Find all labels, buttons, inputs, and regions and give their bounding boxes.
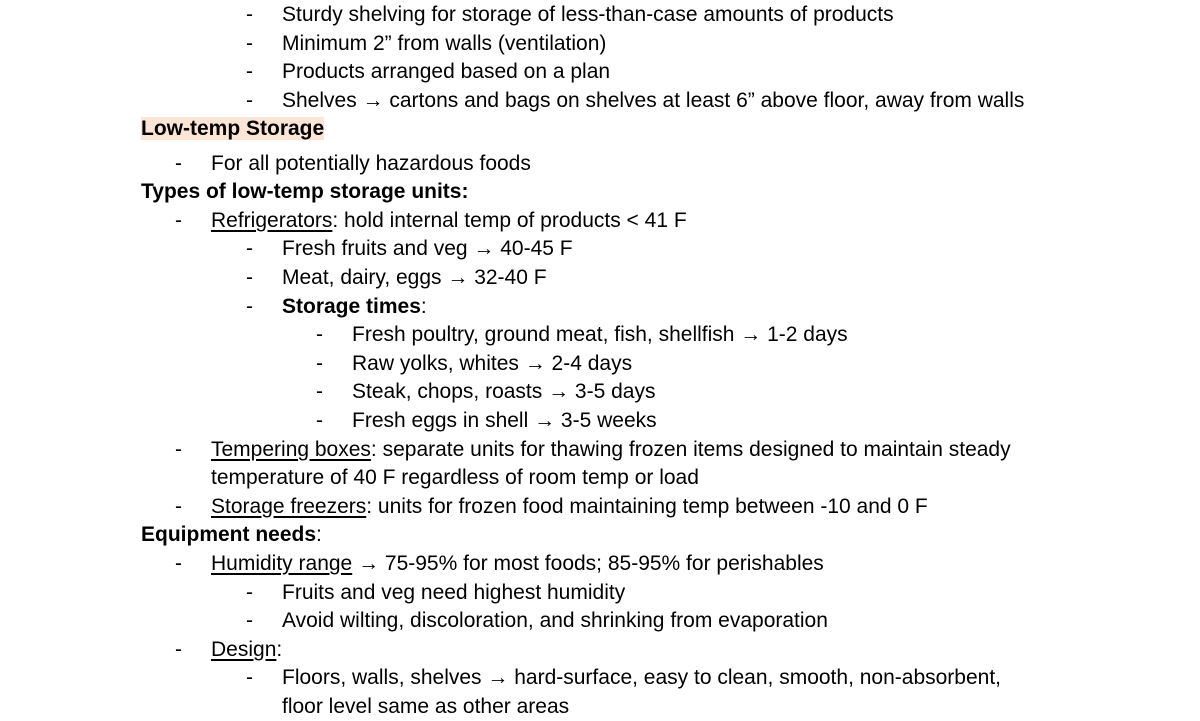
bullet-dash: - xyxy=(316,352,323,375)
underlined-term: Refrigerators xyxy=(211,209,333,232)
list-item xyxy=(0,150,1200,178)
list-item-text: floor level same as other areas xyxy=(282,695,570,718)
bullet-dash: - xyxy=(246,60,253,83)
list-item xyxy=(0,235,1200,263)
list-item-text: temperature of 40 F regardless of room temp or load xyxy=(211,466,699,489)
list-item-text xyxy=(211,636,282,664)
list-item-text: Shelves → cartons and bags on shelves at least 6” above floor, away from walls xyxy=(282,89,1025,112)
list-item-text xyxy=(282,293,427,321)
bullet-dash: - xyxy=(175,552,182,575)
list-item xyxy=(0,436,1200,464)
underlined-term: Humidity range xyxy=(211,552,353,575)
underlined-term: Storage freezers xyxy=(211,495,367,518)
list-item xyxy=(0,207,1200,235)
list-item xyxy=(0,58,1200,86)
term-colon: : xyxy=(276,638,283,661)
highlighted-heading-text: Low-temp Storage xyxy=(141,117,325,140)
list-item-text: Fruits and veg need highest humidity xyxy=(282,581,626,604)
bullet-dash: - xyxy=(316,409,323,432)
list-item-text: Minimum 2” from walls (ventilation) xyxy=(282,32,607,55)
bullet-dash: - xyxy=(175,638,182,661)
list-item xyxy=(0,664,1200,692)
list-item xyxy=(0,87,1200,115)
term-definition: : separate units for thawing frozen items designed to maintain steady xyxy=(370,438,1011,461)
bullet-dash: - xyxy=(175,152,182,175)
term-definition: : hold internal temp of products < 41 F xyxy=(332,209,687,232)
list-item xyxy=(0,378,1200,406)
bullet-dash: - xyxy=(246,666,253,689)
section-heading-low-temp-storage xyxy=(141,115,324,143)
list-item-text xyxy=(211,207,687,235)
bullet-dash: - xyxy=(175,438,182,461)
list-item xyxy=(0,30,1200,58)
bullet-dash: - xyxy=(246,3,253,26)
list-item xyxy=(0,407,1200,435)
list-item xyxy=(0,264,1200,292)
list-item-text: Products arranged based on a plan xyxy=(282,60,611,83)
list-item-text: Floors, walls, shelves → hard-surface, easy to clean, smooth, non-absorbent, xyxy=(282,666,1002,689)
section-heading-types: Types of low-temp storage units: xyxy=(141,180,469,203)
list-item-continuation xyxy=(0,693,1200,721)
list-item-text: Raw yolks, whites → 2-4 days xyxy=(352,352,633,375)
bullet-dash: - xyxy=(246,581,253,604)
list-item-text xyxy=(211,436,1011,464)
list-item xyxy=(0,636,1200,664)
section-heading-equipment-needs xyxy=(141,521,322,549)
bullet-dash: - xyxy=(246,295,253,318)
underlined-term: Tempering boxes xyxy=(211,438,371,461)
bullet-dash: - xyxy=(175,495,182,518)
bold-term: Storage times xyxy=(282,295,421,318)
list-item-text: Sturdy shelving for storage of less-than-case amounts of products xyxy=(282,3,894,26)
bullet-dash: - xyxy=(246,266,253,289)
list-item-text: Fresh eggs in shell → 3-5 weeks xyxy=(352,409,657,432)
list-item-text: For all potentially hazardous foods xyxy=(211,152,531,175)
term-definition: → 75-95% for most foods; 85-95% for perishables xyxy=(352,552,824,575)
list-item-text: Meat, dairy, eggs → 32-40 F xyxy=(282,266,547,289)
bullet-dash: - xyxy=(246,32,253,55)
list-item xyxy=(0,493,1200,521)
bullet-dash: - xyxy=(246,237,253,260)
bullet-dash: - xyxy=(246,609,253,632)
list-item-text xyxy=(211,493,928,521)
list-item-text: Steak, chops, roasts → 3-5 days xyxy=(352,380,656,403)
list-item xyxy=(0,350,1200,378)
bullet-dash: - xyxy=(175,209,182,232)
term-definition: : units for frozen food maintaining temp between -10 and 0 F xyxy=(366,495,928,518)
bullet-dash: - xyxy=(316,323,323,346)
list-item xyxy=(0,321,1200,349)
list-item-text: Fresh fruits and veg → 40-45 F xyxy=(282,237,573,260)
list-item-continuation xyxy=(0,464,1200,492)
bullet-dash: - xyxy=(246,89,253,112)
bullet-dash: - xyxy=(316,380,323,403)
list-item xyxy=(0,1,1200,29)
underlined-term: Design xyxy=(211,638,277,661)
heading-colon: : xyxy=(316,523,322,546)
list-item-text: Avoid wilting, discoloration, and shrinking from evaporation xyxy=(282,609,828,632)
list-item xyxy=(0,550,1200,578)
list-item-text: Fresh poultry, ground meat, fish, shellfish → 1-2 days xyxy=(352,323,848,346)
term-colon: : xyxy=(420,295,427,318)
list-item-text xyxy=(211,550,824,578)
heading-text: Equipment needs xyxy=(141,523,317,546)
list-item xyxy=(0,607,1200,635)
list-item xyxy=(0,579,1200,607)
list-item xyxy=(0,293,1200,321)
